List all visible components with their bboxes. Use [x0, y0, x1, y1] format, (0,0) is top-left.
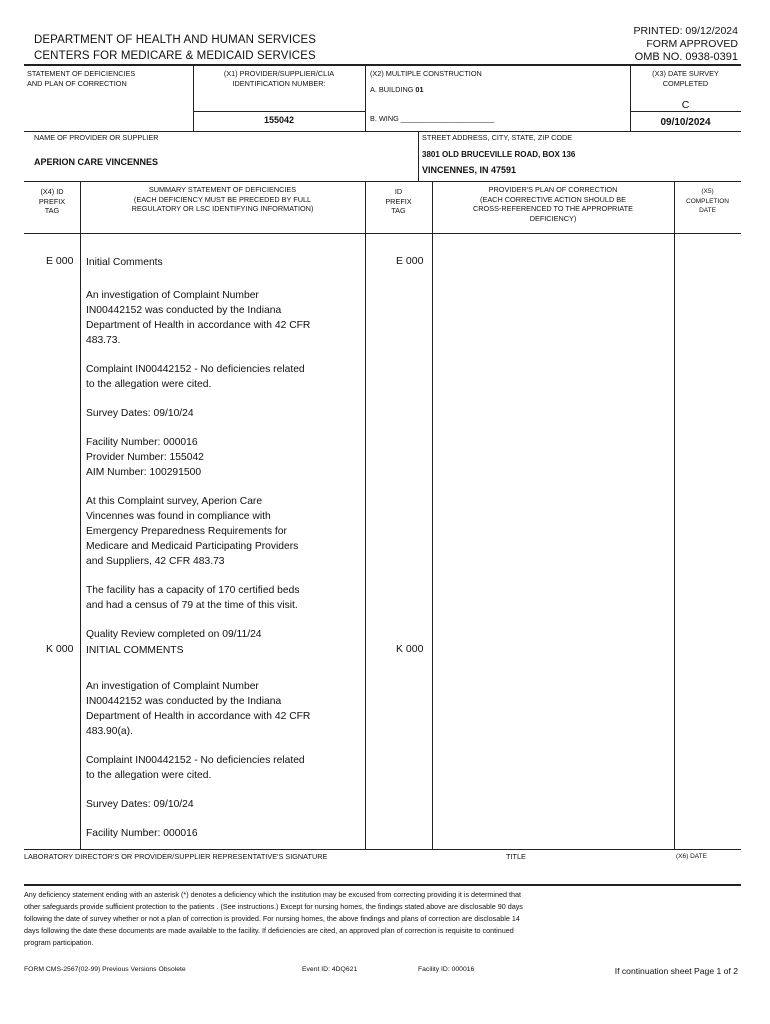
tag-e000: E 000: [46, 255, 74, 267]
x1-label: (X1) PROVIDER/SUPPLIER/CLIA IDENTIFICATION NUMBER:: [223, 69, 335, 88]
printed-date: PRINTED: 09/12/2024: [633, 25, 738, 37]
form-approved: FORM APPROVED: [646, 38, 738, 50]
signature-label: LABORATORY DIRECTOR'S OR PROVIDER/SUPPLIER REPRESENTATIVE'S SIGNATURE: [24, 852, 328, 861]
plan-header: PROVIDER'S PLAN OF CORRECTION (EACH CORRECTIVE ACTION SHOULD BE CROSS-REFERENCED TO THE APPROPRIATE DEFICIENCY): [472, 185, 634, 223]
e-title: Initial Comments: [86, 257, 163, 268]
omb-number: OMB NO. 0938-0391: [634, 51, 738, 63]
tag-k000-plan: K 000: [396, 643, 424, 655]
signature-rule: [24, 849, 741, 850]
survey-completed-date: 09/10/2024: [660, 117, 711, 128]
id-prefix-header: ID PREFIX TAG: [385, 187, 412, 215]
e-paragraph-7: Quality Review completed on 09/11/24: [86, 629, 262, 640]
survey-code: C: [681, 99, 690, 111]
e-paragraph-1: An investigation of Complaint Number IN00442152 was conducted by the Indiana Department of Health in accordance with 42 CFR 483.73.: [86, 290, 311, 346]
rule-2: [24, 131, 741, 132]
x4-header: (X4) ID PREFIX TAG: [38, 187, 66, 215]
address-line-1: 3801 OLD BRUCEVILLE ROAD, BOX 136: [422, 150, 576, 159]
title-label: TITLE: [506, 852, 526, 861]
wing-field: B. WING _______________________: [370, 114, 495, 123]
provider-name-label: NAME OF PROVIDER OR SUPPLIER: [34, 133, 159, 142]
summary-header: SUMMARY STATEMENT OF DEFICIENCIES (EACH DEFICIENCY MUST BE PRECEDED BY FULL REGULATORY OR LSC IDENTIFYING INFORMATION): [131, 185, 314, 213]
k-paragraph-3: Survey Dates: 09/10/24: [86, 799, 194, 810]
e-paragraph-3: Survey Dates: 09/10/24: [86, 408, 194, 419]
disclosure-note: Any deficiency statement ending with an asterisk (*) denotes a deficiency which the institution may be excused from correcting providing it is determined that other safeguards provide sufficient protection to the patients . (See instructions.) Except for nursing homes, the findings stated above are disclosable 90 days following the date of survey whether or not a plan of correction is provided. For nursing homes, the above findings and plans of correction are disclosable 14 days following the date these documents are made available to the facility. If deficiencies are cited, an approved plan of correction is requisite to continued program participation.: [24, 890, 523, 947]
e-paragraph-5: At this Complaint survey, Aperion Care Vincennes was found in compliance with Emergency Preparedness Requirements for Medicare and Medicaid Participating Providers and Suppliers, 42 CFR 483.73: [86, 496, 299, 567]
rule-3: [24, 181, 741, 182]
tag-e000-plan: E 000: [396, 255, 424, 267]
agency-line-1: DEPARTMENT OF HEALTH AND HUMAN SERVICES: [34, 34, 317, 46]
facility-id: Facility ID: 000016: [418, 966, 475, 973]
building-field: A. BUILDING 01: [370, 85, 424, 94]
provider-id-number: 155042: [263, 115, 295, 125]
footer-rule: [24, 884, 741, 886]
x3-label: (X3) DATE SURVEY COMPLETED: [652, 69, 719, 88]
x6-date-label: (X6) DATE: [676, 853, 707, 860]
form-id: FORM CMS-2567(02-99) Previous Versions Obsolete: [24, 966, 186, 973]
address-line-2: VINCENNES, IN 47591: [422, 165, 517, 175]
k-paragraph-4: Facility Number: 000016: [86, 828, 198, 839]
k-title: INITIAL COMMENTS: [86, 645, 184, 656]
agency-line-2: CENTERS FOR MEDICARE & MEDICAID SERVICES: [34, 50, 316, 62]
top-rule: [24, 64, 741, 66]
x2-label: (X2) MULTIPLE CONSTRUCTION: [370, 69, 482, 78]
provider-name: APERION CARE VINCENNES: [34, 157, 159, 167]
statement-label: STATEMENT OF DEFICIENCIES AND PLAN OF CORRECTION: [27, 69, 136, 88]
rule-4: [24, 233, 741, 234]
event-id: Event ID: 4DQ621: [302, 966, 358, 973]
e-paragraph-6: The facility has a capacity of 170 certified beds and had a census of 79 at the time of this visit.: [86, 585, 300, 611]
completion-header: (X5) COMPLETION DATE: [686, 188, 729, 214]
k-paragraph-1: An investigation of Complaint Number IN00442152 was conducted by the Indiana Department of Health in accordance with 42 CFR 483.90(a).: [86, 681, 311, 737]
address-label: STREET ADDRESS, CITY, STATE, ZIP CODE: [422, 133, 573, 142]
tag-k000: K 000: [46, 643, 74, 655]
k-paragraph-2: Complaint IN00442152 - No deficiencies related to the allegation were cited.: [86, 755, 305, 781]
continuation-page: If continuation sheet Page 1 of 2: [614, 966, 738, 976]
e-paragraph-2: Complaint IN00442152 - No deficiencies related to the allegation were cited.: [86, 364, 305, 390]
e-paragraph-4: Facility Number: 000016 Provider Number: 155042 AIM Number: 100291500: [86, 437, 204, 478]
